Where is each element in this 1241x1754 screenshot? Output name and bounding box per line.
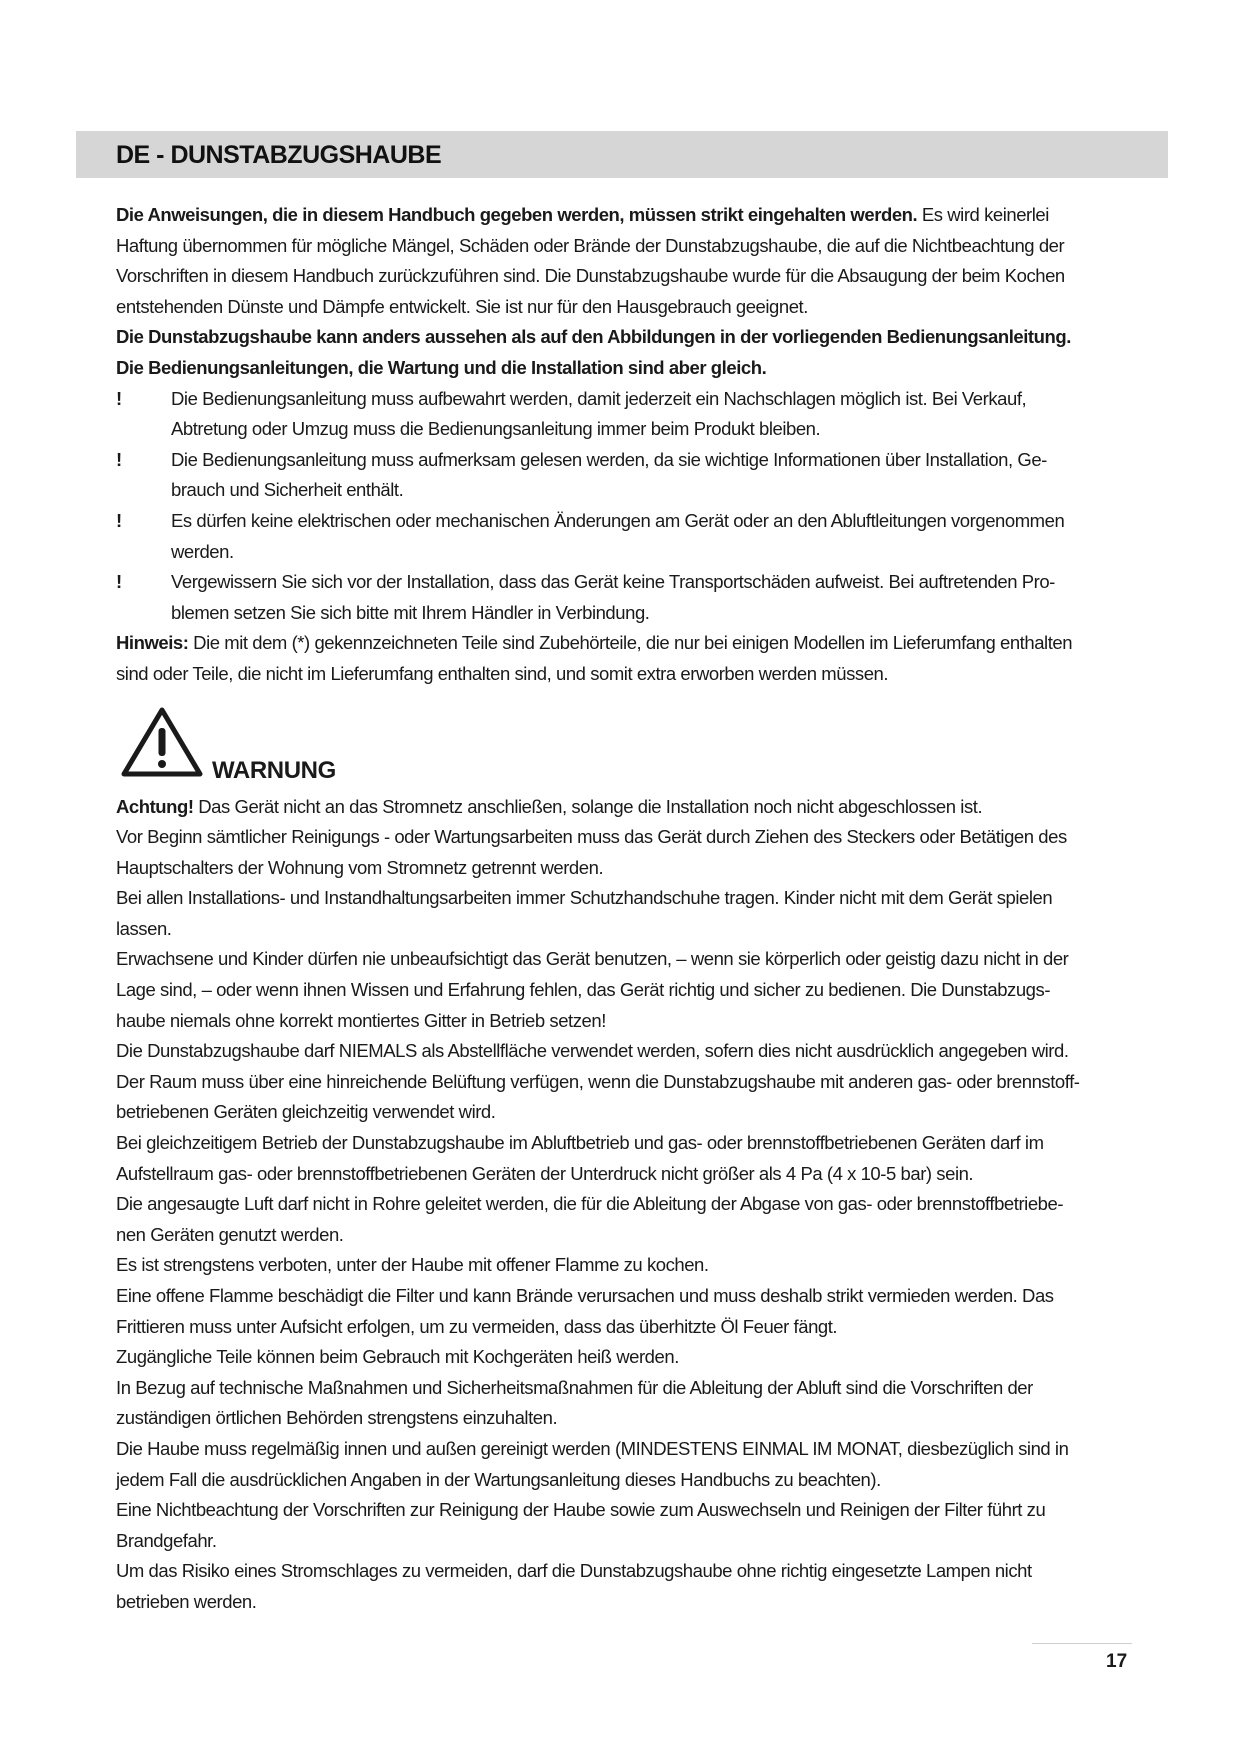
footer-divider: [1032, 1643, 1132, 1644]
bullet-item: [116, 506, 1136, 567]
note-label: Hinweis:: [116, 632, 189, 654]
intro-line: Haftung übernommen für mögliche Mängel, Schäden oder Brände der Dunstabzugshaube, die auf die Nichtbeachtung der: [116, 234, 1065, 256]
warning-line: Brandgefahr.: [116, 1529, 217, 1551]
warning-line: Bei allen Installations- und Instandhaltungsarbeiten immer Schutzhandschuhe tragen. Kinder nicht mit dem Gerät spielen: [116, 887, 1053, 909]
note-line: [116, 628, 1136, 659]
warning-line: Die Haube muss regelmäßig innen und außen gereinigt werden (MINDESTENS EINMAL IM MONAT, diesbezüglich sind in: [116, 1437, 1069, 1459]
warning-line: Es ist strengstens verboten, unter der Haube mit offener Flamme zu kochen.: [116, 1254, 709, 1276]
intro-line: [116, 200, 1136, 231]
note-line: sind oder Teile, die nicht im Lieferumfang enthalten sind, und somit extra erworben werden müssen.: [116, 662, 889, 684]
warning-line: Vor Beginn sämtlicher Reinigungs - oder Wartungsarbeiten muss das Gerät durch Ziehen des Steckers oder Betätigen des: [116, 826, 1067, 848]
note-line-rest: Die mit dem (*) gekennzeichneten Teile sind Zubehörteile, die nur bei einigen Modellen im Lieferumfang enthalten: [188, 632, 1073, 654]
warning-line: Lage sind, – oder wenn ihnen Wissen und Erfahrung fehlen, das Gerät richtig und sicher zu bedienen. Die Dunstabzugs-: [116, 979, 1051, 1001]
warning-line: In Bezug auf technische Maßnahmen und Sicherheitsmaßnahmen für die Ableitung der Abluft sind die Vorschriften der: [116, 1376, 1033, 1398]
warning-line: Aufstellraum gas- oder brennstoffbetriebenen Geräten der Unterdruck nicht größer als 4 Pa (4 x 10-5 bar) sein.: [116, 1162, 974, 1184]
exclamation-mark: !: [116, 387, 122, 409]
warning-triangle-icon: [120, 704, 204, 780]
warning-line: [116, 792, 1136, 823]
exclamation-mark: !: [116, 509, 122, 531]
warning-line: Die angesaugte Luft darf nicht in Rohre geleitet werden, die für die Ableitung der Abgase von gas- oder brennstoffbetriebe-: [116, 1193, 1064, 1215]
bullet-line: Vergewissern Sie sich vor der Installation, dass das Gerät keine Transportschäden aufweist. Bei auftretenden Pro-: [171, 571, 1055, 593]
bullet-line: blemen setzen Sie sich bitte mit Ihrem Händler in Verbindung.: [171, 601, 650, 623]
warning-line: Um das Risiko eines Stromschlages zu vermeiden, darf die Dunstabzugshaube ohne richtig eingesetzte Lampen nicht: [116, 1560, 1032, 1582]
page-number: 17: [1106, 1651, 1128, 1672]
bullet-item: [116, 445, 1136, 506]
warning-line: Der Raum muss über eine hinreichende Belüftung verfügen, wenn die Dunstabzugshaube mit anderen gas- oder brennstoff-: [116, 1070, 1080, 1092]
bullet-item: [116, 384, 1136, 445]
document-body: [116, 200, 1136, 1618]
warning-heading: [116, 704, 1136, 792]
warning-line: haube niemals ohne korrekt montiertes Gitter in Betrieb setzen!: [116, 1009, 606, 1031]
warning-line: jedem Fall die ausdrücklichen Angaben in der Wartungsanleitung dieses Handbuchs zu beachten).: [116, 1468, 881, 1490]
warning-line: betriebenen Geräten gleichzeitig verwendet wird.: [116, 1101, 496, 1123]
warning-line: Zugängliche Teile können beim Gebrauch mit Kochgeräten heiß werden.: [116, 1346, 679, 1368]
intro-line: entstehenden Dünste und Dämpfe entwickelt. Sie ist nur für den Hausgebrauch geeignet.: [116, 295, 808, 317]
exclamation-mark: !: [116, 571, 122, 593]
warning-line: zuständigen örtlichen Behörden strengstens einzuhalten.: [116, 1407, 558, 1429]
intro-line-rest: Es wird keinerlei: [917, 204, 1049, 225]
warning-line: Die Dunstabzugshaube darf NIEMALS als Abstellfläche verwendet werden, sofern dies nicht ausdrücklich angegeben wird.: [116, 1040, 1069, 1062]
warning-line: Eine offene Flamme beschädigt die Filter und kann Brände verursachen und muss deshalb strikt vermieden werden. Das: [116, 1285, 1054, 1306]
intro-line: Vorschriften in diesem Handbuch zurückzuführen sind. Die Dunstabzugshaube wurde für die Absaugung der beim Kochen: [116, 265, 1065, 287]
warning-line: Hauptschalters der Wohnung vom Stromnetz getrennt werden.: [116, 856, 604, 878]
warning-line: betrieben werden.: [116, 1590, 257, 1612]
warning-line: lassen.: [116, 917, 172, 939]
warning-line: Eine Nichtbeachtung der Vorschriften zur Reinigung der Haube sowie zum Auswechseln und Reinigen der Filter führt zu: [116, 1499, 1046, 1521]
achtung-label: Achtung!: [116, 795, 194, 817]
bullet-line: werden.: [171, 540, 234, 562]
warning-line: Frittieren muss unter Aufsicht erfolgen, um zu vermeiden, dass das überhitzte Öl Feuer fängt.: [116, 1315, 838, 1337]
bullet-line: Die Bedienungsanleitung muss aufmerksam gelesen werden, da sie wichtige Informationen über Installation, Ge-: [171, 448, 1047, 470]
bullet-line: Es dürfen keine elektrischen oder mechanischen Änderungen am Gerät oder an den Abluftleitungen vorgenommen: [171, 509, 1065, 531]
warning-line: nen Geräten genutzt werden.: [116, 1223, 344, 1245]
bullet-item: [116, 567, 1136, 628]
intro-bold-line: Die Bedienungsanleitungen, die Wartung und die Installation sind aber gleich.: [116, 356, 767, 378]
warning-title: WARNUNG: [212, 756, 336, 784]
section-header-bar: [76, 131, 1168, 178]
warning-line: Bei gleichzeitigem Betrieb der Dunstabzugshaube im Abluftbetrieb und gas- oder brennstoffbetriebenen Geräten darf im: [116, 1132, 1044, 1154]
bullet-line: Die Bedienungsanleitung muss aufbewahrt werden, damit jederzeit ein Nachschlagen möglich ist. Bei Verkauf,: [171, 387, 1027, 409]
warning-line-rest: Das Gerät nicht an das Stromnetz anschließen, solange die Installation noch nicht abgeschlossen ist.: [193, 795, 983, 817]
section-title: DE - DUNSTABZUGSHAUBE: [116, 141, 442, 169]
warning-line: Erwachsene und Kinder dürfen nie unbeaufsichtigt das Gerät benutzen, – wenn sie körperlich oder geistig dazu nicht in der: [116, 948, 1069, 970]
intro-bold-line: Die Dunstabzugshaube kann anders aussehen als auf den Abbildungen in der vorliegenden Bedienungsanleitung.: [116, 326, 1071, 348]
exclamation-mark: !: [116, 448, 122, 470]
bullet-line: Abtretung oder Umzug muss die Bedienungsanleitung immer beim Produkt bleiben.: [171, 418, 821, 440]
bullet-line: brauch und Sicherheit enthält.: [171, 479, 404, 501]
intro-bold-lead: Die Anweisungen, die in diesem Handbuch gegeben werden, müssen strikt eingehalten werden.: [116, 204, 918, 225]
